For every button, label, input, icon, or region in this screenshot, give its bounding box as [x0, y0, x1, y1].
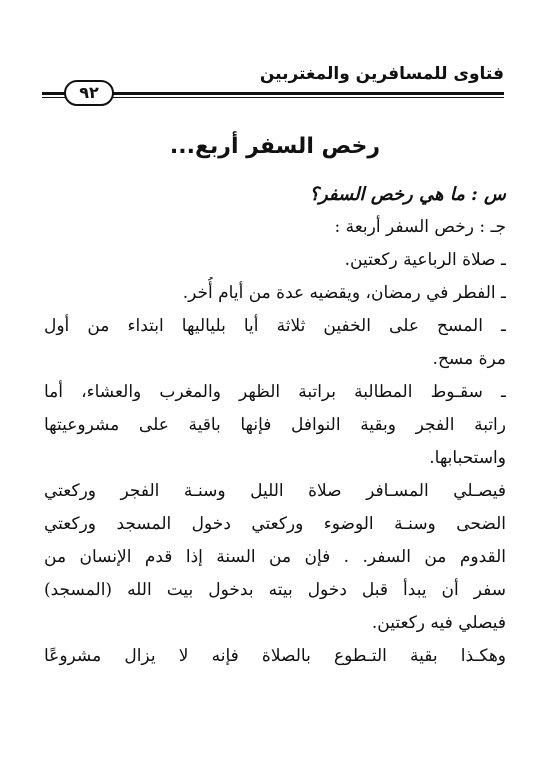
question-line: س : ما هي رخص السفر؟: [309, 184, 506, 205]
text-line: راتبة الفجر وبقية النوافل فإنها باقية على مشروعيتها: [44, 415, 506, 435]
text-line: واستحبابها.: [429, 448, 506, 468]
book-title: فتاوى للمسافرين والمغتربين: [259, 64, 504, 84]
text-line: سفر أن يبدأ قبل دخول بيته بدخول بيت الله (المسجد): [44, 580, 506, 600]
text-line: ـ الفطر في رمضان، ويقضيه عدة من أيام أُخر.: [182, 283, 506, 303]
page-body: [44, 130, 506, 673]
page-number: ٩٢: [64, 80, 114, 106]
text-line: فيصلي فيه ركعتين.: [371, 613, 506, 633]
text-line: وهكـذا بقية التـطوع بالصلاة فإنه لا يزال مشروعًا: [44, 646, 506, 666]
text-line: ـ سقـوط المطالبة براتبة الظهر والمغرب والعشاء، أما: [44, 382, 506, 402]
text-line: الضحى وسنـة الوضوء وركعتي دخول المسجد وركعتي: [44, 514, 506, 534]
answer-intro-line: جـ : رخص السفر أربعة :: [334, 217, 506, 237]
text-line: فيصـلي المسـافر صلاة الليل وسنـة الفجر وركعتي: [44, 481, 506, 501]
text-line: مرة مسح.: [432, 349, 506, 369]
section-heading: رخص السفر أربع...: [169, 134, 381, 159]
page-header: [42, 62, 504, 106]
text-line: ـ صلاة الرباعية ركعتين.: [344, 250, 506, 270]
text-line: ـ المسح على الخفين ثلاثة أيا بلياليها ابتداء من أول: [44, 316, 506, 336]
text-line: القدوم من السفر. . فإن من السنة إذا قدم الإنسان من: [44, 547, 506, 567]
